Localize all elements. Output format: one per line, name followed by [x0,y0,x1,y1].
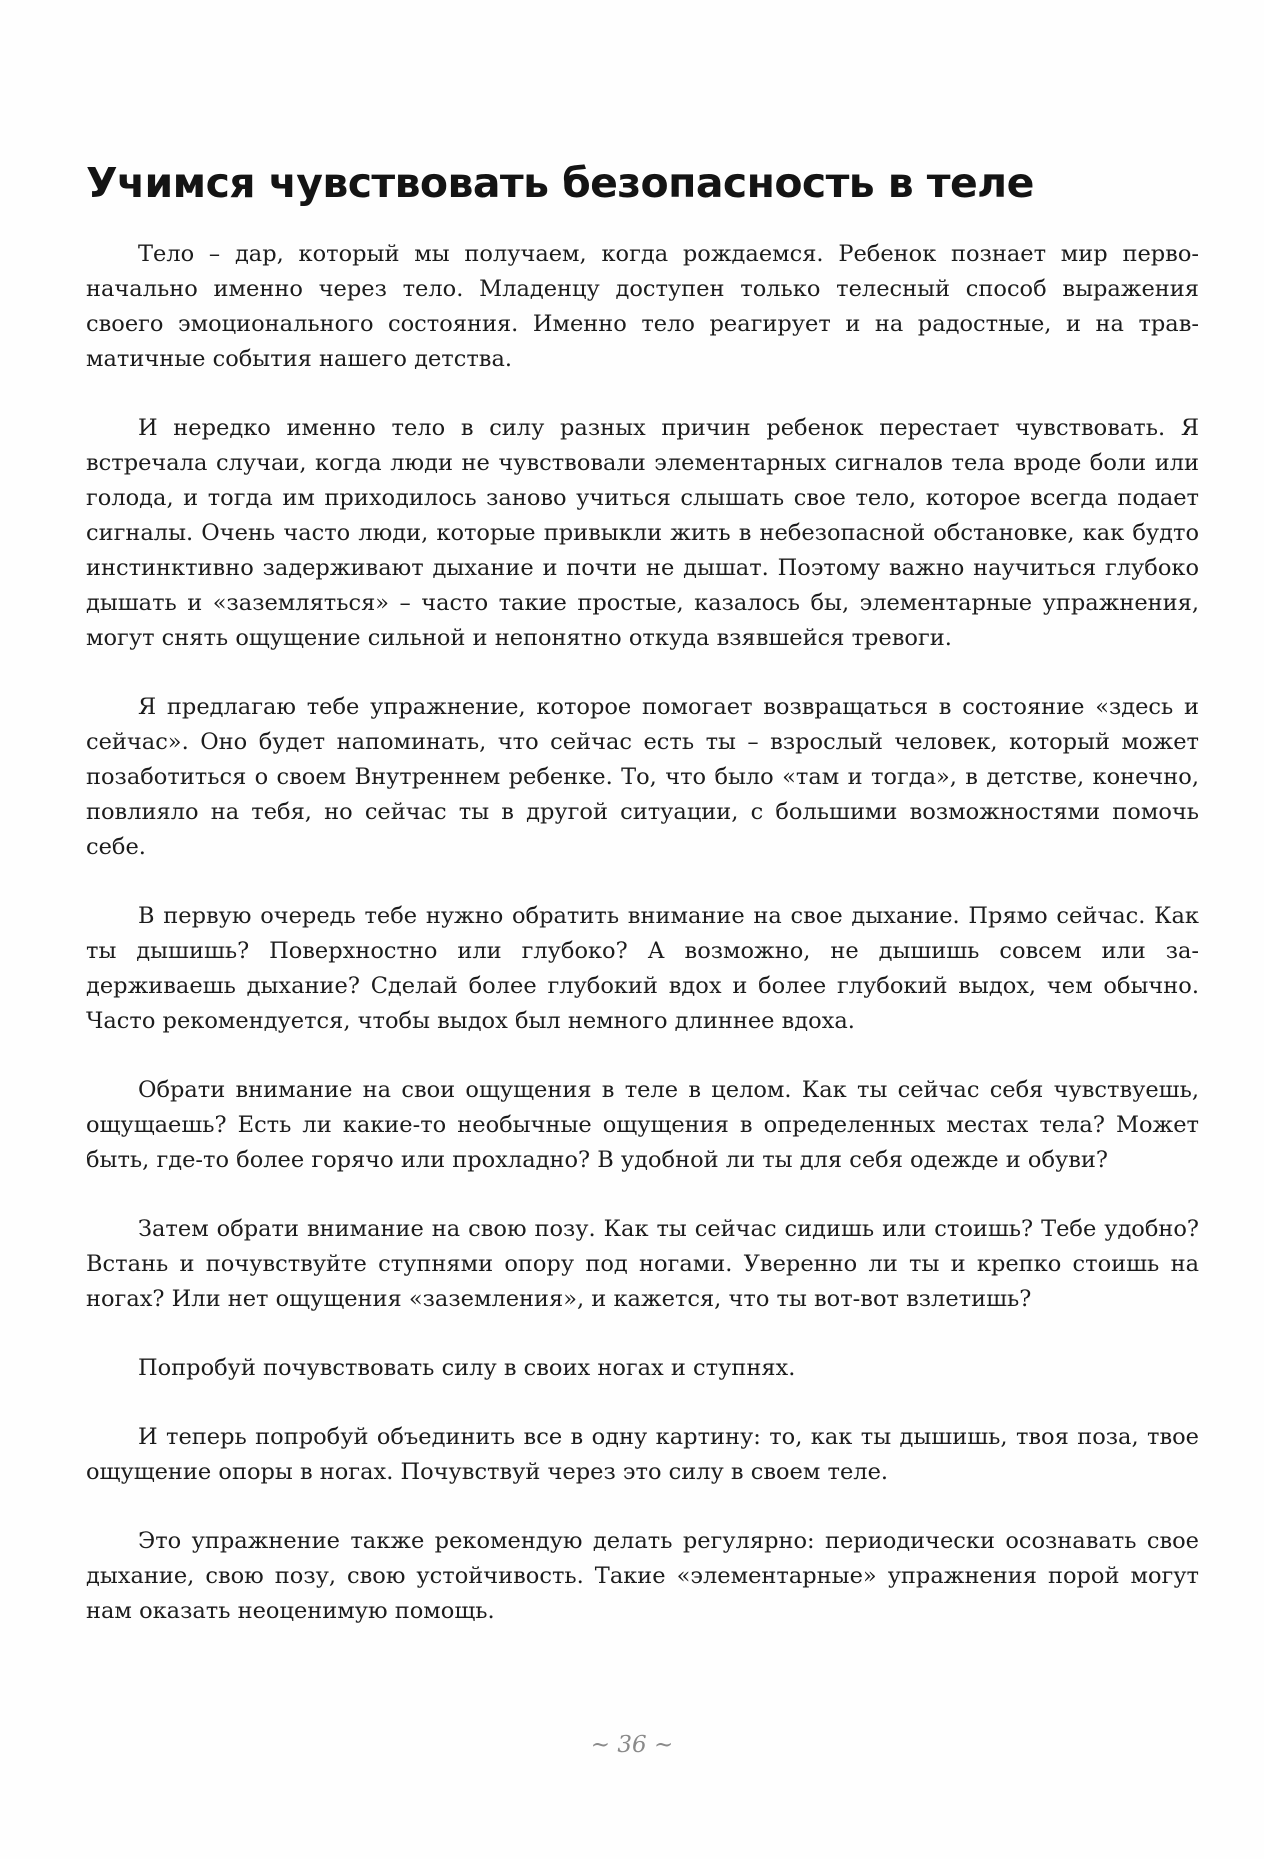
paragraph: Я предлагаю тебе упражнение, которое помогает возвращаться в состояние «здесь и сейчас». Оно будет напоминать, что сейчас есть ты – взрослый человек, который может позаботиться о своем Внутреннем ребенке. То, что было «там и тогда», в детстве, конечно, повлияло на тебя, но сейчас ты в другой ситуации, с большими возможностями помочь себе. [86,694,1199,860]
paragraph: Это упражнение также рекомендую делать регулярно: периодически осознавать свое дыхание, свою позу, свою устойчивость. Такие «элементарные» упражнения порой могут нам оказать неоценимую помощь. [86,1528,1199,1624]
paragraph: Затем обрати внимание на свою позу. Как ты сейчас сидишь или стоишь? Тебе удобно? Встань и почувствуйте ступнями опору под ногами. Уверенно ли ты и крепко стоишь на ногах? Или нет ощущения «заземления», и кажется, что ты вот-вот взлетишь? [86,1216,1199,1312]
paragraph: И теперь попробуй объединить все в одну картину: то, как ты дышишь, твоя поза, твое ощущение опоры в ногах. Почувствуй через это силу в своем теле. [86,1424,1199,1485]
paragraph: Попробуй почувствовать силу в своих ногах и ступнях. [138,1355,796,1381]
paragraph: Тело – дар, который мы получаем, когда рождаемся. Ребенок познает мир первоначально именно через тело. Младенцу доступен только телесный способ выражения своего эмоционального состояния. Именно тело реагирует и на радостные, и на травматичные события нашего детства. [86,241,1199,372]
paragraph: Обрати внимание на свои ощущения в теле в целом. Как ты сейчас себя чувствуешь, ощущаешь? Есть ли какие-то необычные ощущения в определенных местах тела? Может быть, где-то более горячо или прохладно? В удобной ли ты для себя одежде и обуви? [86,1077,1199,1173]
body-text [86,237,1199,1663]
page-title: Учимся чувствовать безопасность в теле [86,159,1034,207]
paragraph: И нередко именно тело в силу разных причин ребенок перестает чувствовать. Я встречала случаи, когда люди не чувствовали элементарных сигналов тела вроде боли или голода, и тогда им приходилось заново учиться слышать свое тело, которое всегда подает сигналы. Очень часто люди, которые привыкли жить в небезопасной обстановке, как будто инстинктивно задерживают дыхание и почти не дышат. Поэтому важно научиться глубоко дышать и «заземляться» – часто такие простые, казалось бы, элементарные упражнения, могут снять ощущение сильной и непонятно откуда взявшейся тревоги. [86,415,1199,651]
paragraph: В первую очередь тебе нужно обратить внимание на свое дыхание. Прямо сейчас. Как ты дышишь? Поверхностно или глубоко? А возможно, не дышишь совсем или задерживаешь дыхание? Сделай более глубокий вдох и более глубокий выдох, чем обычно. Часто рекомендуется, чтобы выдох был немного длиннее вдоха. [86,903,1199,1034]
page-number: ~ 36 ~ [590,1732,674,1758]
